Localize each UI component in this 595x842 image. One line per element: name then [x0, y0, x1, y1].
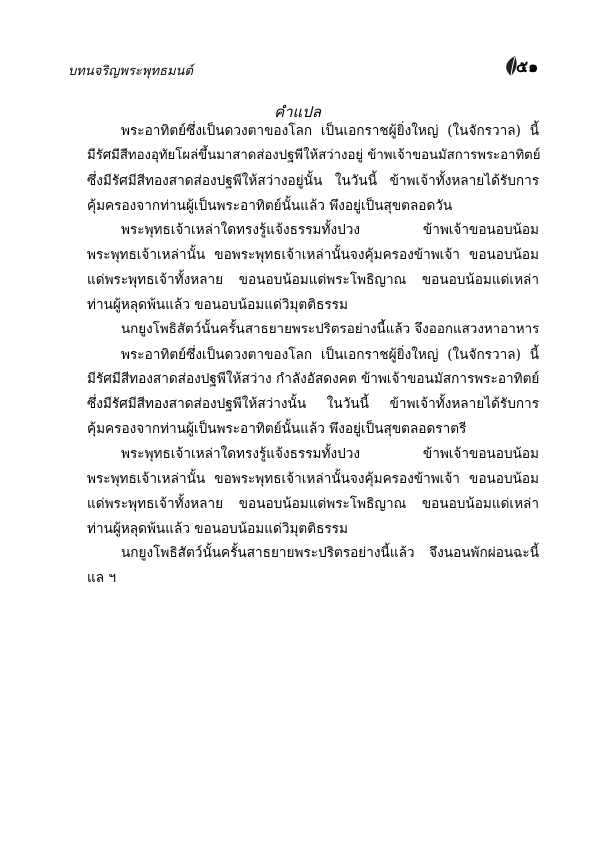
text-line: ซึ่งมีรัศมีสีทองสาดส่องปฐพีให้สว่างอยู่นั้น ในวันนี้ ข้าพเจ้าทั้งหลายได้รับการ [87, 172, 539, 189]
text-line: ซึ่งมีรัศมีสีทองสาดส่องปฐพีให้สว่างนั้น ในวันนี้ ข้าพเจ้าทั้งหลายได้รับการ [87, 396, 539, 413]
text-line: นกยูงโพธิสัตว์นั้นครั้นสาธยายพระปริตรอย่างนี้แล้ว จึงนอนพักผ่อนฉะนี้ [121, 545, 539, 562]
text-line: แด่พระพุทธเจ้าทั้งหลาย ขอนอบน้อมแด่พระโพธิญาณ ขอนอบน้อมแด่เหล่า [87, 272, 539, 289]
text-line: คุ้มครองจากท่านผู้เป็นพระอาทิตย์นั้นแล้ว พึงอยู่เป็นสุขตลอดวัน [87, 197, 453, 214]
header-title: บทนจริญพระพุทธมนต์ [68, 64, 193, 79]
text-line: ท่านผู้หลุดพ้นแล้ว ขอนอบน้อมแด่วิมุตติธรรม [87, 520, 348, 537]
text-line: พระอาทิตย์ซึ่งเป็นดวงตาของโลก เป็นเอกราชผู้ยิ่งใหญ่ (ในจักรวาล) นี้ [121, 346, 539, 363]
text-line: แล ฯ [87, 570, 117, 587]
text-line: ท่านผู้หลุดพ้นแล้ว ขอนอบน้อมแด่วิมุตติธรรม [87, 296, 348, 313]
text-line: พระพุทธเจ้าเหล่าใดทรงรู้แจ้งธรรมทั้งปวง ข้าพเจ้าขอนอบน้อม [121, 222, 539, 239]
text-line: พระอาทิตย์ซึ่งเป็นดวงตาของโลก เป็นเอกราชผู้ยิ่งใหญ่ (ในจักรวาล) นี้ [121, 123, 539, 139]
text-line: พระพุทธเจ้าเหล่านั้น ขอพระพุทธเจ้าเหล่านั้นจงคุ้มครองข้าพเจ้า ขอนอบน้อม [87, 470, 539, 487]
text-line: คุ้มครองจากท่านผู้เป็นพระอาทิตย์นั้นแล้ว พึงอยู่เป็นสุขตลอดราตรี [87, 421, 467, 438]
section-title: คำแปล [274, 103, 321, 121]
body-text [87, 119, 539, 591]
text-line: มีรัศมีสีทองสาดส่องปฐพีให้สว่าง กำลังอัสดงคต ข้าพเจ้าขอนมัสการพระอาทิตย์ [87, 371, 540, 388]
text-line: พระพุทธเจ้าเหล่านั้น ขอพระพุทธเจ้าเหล่านั้นจงคุ้มครองข้าพเจ้า ขอนอบน้อม [87, 247, 539, 264]
text-line: นกยูงโพธิสัตว์นั้นครั้นสาธยายพระปริตรอย่างนี้แล้ว จึงออกแสวงหาอาหาร [121, 321, 540, 337]
text-line: มีรัศมีสีทองอุทัยโผล่ขึ้นมาสาดส่องปฐพีให้สว่างอยู่ ข้าพเจ้าขอนมัสการพระอาทิตย์ [87, 147, 541, 163]
text-line: แด่พระพุทธเจ้าทั้งหลาย ขอนอบน้อมแด่พระโพธิญาณ ขอนอบน้อมแด่เหล่า [87, 495, 539, 512]
page-number: ๕๑ [516, 57, 539, 76]
text-line: พระพุทธเจ้าเหล่าใดทรงรู้แจ้งธรรมทั้งปวง ข้าพเจ้าขอนอบน้อม [121, 445, 539, 462]
